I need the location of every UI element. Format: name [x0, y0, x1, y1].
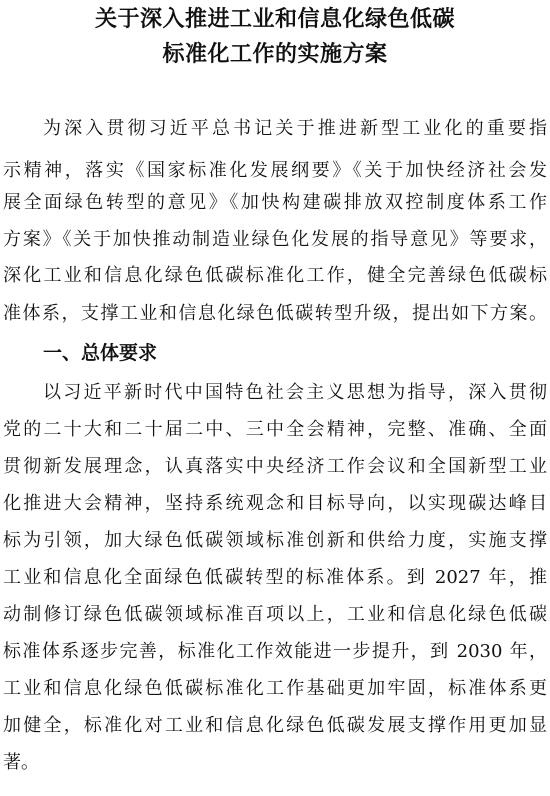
section1-line-6: 工业和信息化全面绿色低碳转型的标准体系。到 2027 年，推: [3, 567, 547, 588]
intro-line-2: 示精神，落实《国家标准化发展纲要》《关于加快经济社会发: [3, 160, 547, 181]
section1-line-3: 贯彻新发展理念，认真落实中央经济工作会议和全国新型工业: [3, 456, 547, 477]
intro-line-4: 方案》《关于加快推动制造业绿色化发展的指导意见》等要求，: [3, 229, 547, 250]
intro-line-6: 准体系，支撑工业和信息化绿色低碳转型升级，提出如下方案。: [3, 303, 547, 324]
intro-line-3: 展全面绿色转型的意见》《加快构建碳排放双控制度体系工作: [3, 192, 547, 213]
section1-line-5: 标为引领，加大绿色低碳领域标准创新和供给力度，实施支撑: [3, 530, 547, 551]
document-title-line-1: 关于深入推进工业和信息化绿色低碳: [94, 6, 455, 32]
section1-line-2: 党的二十大和二十届二中、三中全会精神，完整、准确、全面: [3, 419, 547, 440]
section1-line-4: 化推进大会精神，坚持系统观念和目标导向，以实现碳达峰目: [3, 493, 547, 514]
section1-line-9: 工业和信息化绿色低碳标准化工作基础更加牢固，标准体系更: [3, 678, 547, 699]
section1-line-7: 动制修订绿色低碳领域标准百项以上，工业和信息化绿色低碳: [3, 604, 547, 625]
intro-line-5: 深化工业和信息化绿色低碳标准化工作，健全完善绿色低碳标: [3, 265, 547, 286]
section1-line-8: 标准体系逐步完善，标准化工作效能进一步提升，到 2030 年，: [3, 641, 547, 662]
document-title-line-2: 标准化工作的实施方案: [162, 41, 388, 67]
section1-line-11: 著。: [3, 752, 39, 773]
section1-line-1: 以习近平新时代中国特色社会主义思想为指导，深入贯彻: [43, 382, 547, 403]
intro-line-1: 为深入贯彻习近平总书记关于推进新型工业化的重要指: [43, 118, 547, 139]
section1-line-10: 加健全，标准化对工业和信息化绿色低碳发展支撑作用更加显: [3, 715, 547, 736]
section-heading-general-requirements: 一、总体要求: [43, 342, 158, 364]
